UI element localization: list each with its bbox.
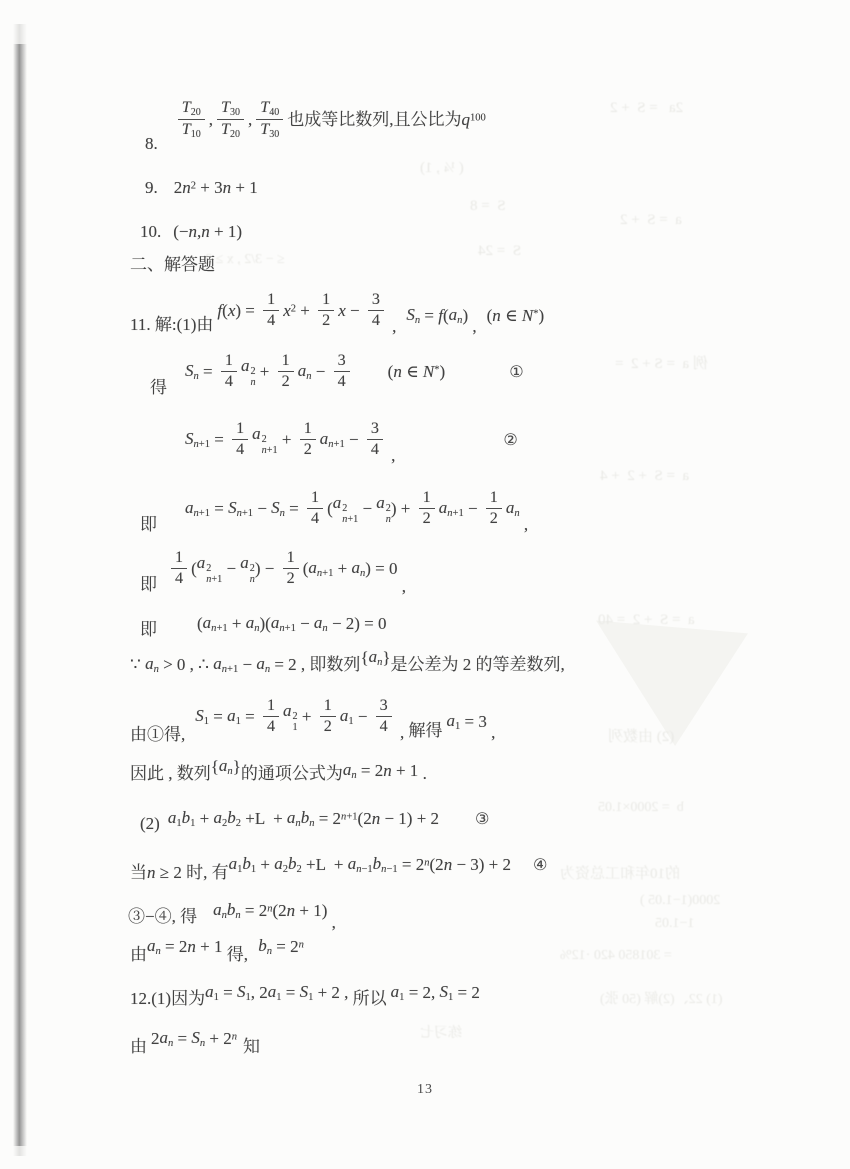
- line-subtract: ③−④, 得 an bn = 2$^n$ (2 n + 1) ,: [128, 900, 336, 932]
- bleedthrough-text: 练习七: [420, 1026, 462, 1041]
- bleedthrough-text: ( ¼ , 1): [420, 160, 464, 176]
- bleedthrough-text: = 301850 420 ·12%: [560, 948, 672, 963]
- bleedthrough-text: 2000(1−1.05 ): [640, 893, 721, 908]
- bleedthrough-text: 的10年和工总资为: [560, 866, 681, 882]
- answer-9: 9. $2n^2$ + 3 n + 1: [145, 178, 258, 197]
- line-n-ge-2-eq4: 当 n ≥ 2 时, 有 a1 b1 + a2 b2 +L + an−1 bn−1 = 2$^n$ (2 n − 3) + 2 ④: [130, 854, 548, 882]
- line-eq-5: 即 ( an+1 + an )( an+1 − an − 2) = 0: [140, 613, 387, 639]
- line-11-given: 11. 解:(1)由 f ( x ) = $\frac{1}{4}$ $x^2$ + $\frac{1}{2}$ x − $\frac{3}{4}$ , Sn = f ( an ) , ( n ∈ N* ): [130, 291, 545, 336]
- line-a1: 由①得, S1 = a1 = $\frac{1}{4}$ a 2 1 + $\frac{1}{2}$ a1 − $\frac{3}{4}$ , 解得 a1 = 3 ,: [130, 697, 496, 744]
- line-12-start: 12.(1)因为 a1 = S1 , 2 a1 = S1 + 2 , 所以 a1 = 2, S1 = 2: [130, 982, 480, 1008]
- bleedthrough-text: ≤ − 3/2 , x ≥ 2: [205, 252, 285, 267]
- line-part2-eq3: (2) a1 b1 + a2 b2 +L + an bn = $2^{n+1}$ (2 n − 1) + 2 ③: [140, 808, 490, 833]
- bleedthrough-text: 例 a = S + 2 =: [615, 356, 708, 372]
- bleedthrough-text: S = 24: [478, 243, 522, 259]
- bleedthrough-text: a = S + 2 = 40: [598, 612, 695, 628]
- bleedthrough-text: b = 2000×1.05: [598, 800, 684, 815]
- section-heading: 二、解答题: [130, 255, 215, 274]
- bleedthrough-text: S = 8: [470, 198, 506, 214]
- line-eq-2: Sn+1 = $\frac{1}{4}$ a 2 n+1 + $\frac{1}{2}$ an+1 − $\frac{3}{4}$ , ②: [185, 420, 518, 465]
- line-eq-4: 即 $\frac{1}{4}$ ( a 2 n+1 − a 2 n ) − $\frac{1}{2}$ ( an+1 + an ) = 0 ,: [140, 549, 406, 596]
- bleedthrough-text: a = S + 2 + 4: [600, 468, 690, 484]
- page-number: 13: [417, 1082, 433, 1097]
- answer-10: 10. (− n , n + 1): [140, 222, 242, 241]
- bleedthrough-text: 1−1.05: [655, 916, 695, 931]
- bleedthrough-text: (2) 由数列: [608, 729, 675, 745]
- line-eq-3: 即 an+1 = Sn+1 − Sn = $\frac{1}{4}$ ( a 2 n+1 − a 2 n ) + $\frac{1}{2}$ an+1 − $\frac{1}{2}$ an ,: [140, 489, 529, 534]
- bleedthrough-text: a = S + 2: [620, 212, 682, 228]
- bleedthrough-text: (1) 22、(2)解 (50 张): [600, 992, 723, 1007]
- line-general-formula: 因此 , 数列 { an } 的通项公式为 an = 2 n + 1 .: [130, 756, 427, 783]
- line-bn: 由 an = 2 n + 1 得, bn = 2$^n$: [130, 936, 304, 964]
- answer-8: 8. $\frac{T20}{T10}$ , $\frac{T30}{T20}$ , $\frac{T40}{T30}$ 也成等比数列,且公比为 $q^{100}$: [145, 99, 486, 153]
- line-eq-1: 得 Sn = $\frac{1}{4}$ a 2 n + $\frac{1}{2}$ an − $\frac{3}{4}$ ( n ∈ N* ) ①: [150, 352, 524, 397]
- bleedthrough-text: 2a = S + 2: [610, 100, 684, 116]
- line-conclusion: ∵ an > 0 , ∴ an+1 − an = 2 , 即数列 { an } 是公差为 2 的等差数列,: [130, 647, 565, 675]
- line-12-know: 由 2 an = Sn + 2$^n$ 知: [130, 1028, 260, 1056]
